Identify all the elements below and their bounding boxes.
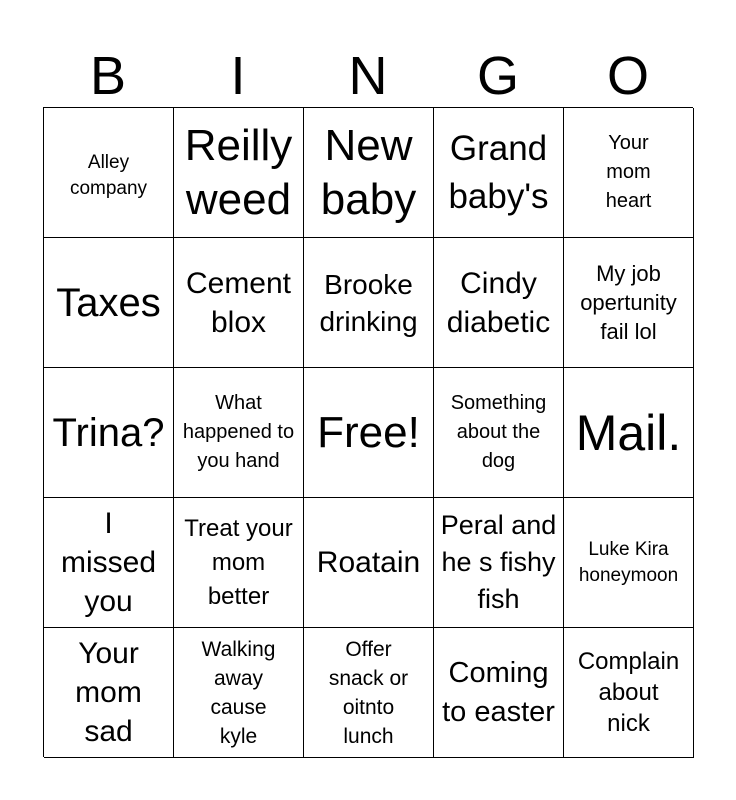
bingo-cell[interactable] xyxy=(44,368,174,498)
bingo-cell[interactable] xyxy=(44,108,174,238)
cell-label: Mail. xyxy=(575,404,682,461)
bingo-cell[interactable] xyxy=(44,628,174,758)
bingo-cell[interactable] xyxy=(434,238,564,368)
header-letter-g: G xyxy=(476,46,519,106)
header-letter-i: I xyxy=(230,46,246,106)
cell-label: Free! xyxy=(317,407,420,457)
bingo-cell[interactable] xyxy=(564,108,694,238)
cell-label: Treat your mom better xyxy=(184,514,293,610)
cell-label: Taxes xyxy=(56,280,161,325)
header-letter-o: O xyxy=(606,46,649,106)
cell-label: Alley company xyxy=(69,151,148,199)
bingo-cell[interactable] xyxy=(304,108,434,238)
bingo-cell[interactable] xyxy=(434,498,564,628)
bingo-cell[interactable] xyxy=(174,238,304,368)
cell-label: Offer snack or oitnto lunch xyxy=(328,637,409,748)
bingo-cell[interactable] xyxy=(174,108,304,238)
cell-label: Cindy diabetic xyxy=(446,266,551,339)
bingo-header xyxy=(43,44,693,108)
cell-label: Walking away cause kyle xyxy=(201,637,276,748)
bingo-cell[interactable] xyxy=(44,498,174,628)
cell-label: New baby xyxy=(320,120,417,224)
cell-label: Cement blox xyxy=(185,266,292,339)
cell-label: Coming to easter xyxy=(442,656,555,728)
bingo-cell[interactable] xyxy=(44,238,174,368)
cell-label: Your mom heart xyxy=(605,132,652,212)
bingo-cell[interactable] xyxy=(174,628,304,758)
cell-label: Complain about nick xyxy=(577,648,680,737)
cell-label: I missed you xyxy=(60,507,157,618)
cell-label: What happened to you hand xyxy=(182,392,295,472)
bingo-cell[interactable] xyxy=(304,368,434,498)
bingo-cell[interactable] xyxy=(434,368,564,498)
cell-label: Trina? xyxy=(52,410,165,455)
cell-label: Grand baby's xyxy=(448,128,549,216)
bingo-cell[interactable] xyxy=(564,238,694,368)
bingo-cell[interactable] xyxy=(434,108,564,238)
header-letter-n: N xyxy=(348,46,388,106)
bingo-cell[interactable] xyxy=(174,368,304,498)
cell-label: Luke Kira honeymoon xyxy=(578,538,679,586)
cell-label: Your mom sad xyxy=(75,637,142,748)
bingo-cell[interactable] xyxy=(564,498,694,628)
header-letter-b: B xyxy=(89,46,127,106)
cell-label: My job opertunity fail lol xyxy=(580,261,677,344)
bingo-cell[interactable] xyxy=(434,628,564,758)
cell-label: Brooke drinking xyxy=(319,268,418,337)
bingo-cell[interactable] xyxy=(304,238,434,368)
bingo-cell[interactable] xyxy=(564,628,694,758)
bingo-cell[interactable] xyxy=(564,368,694,498)
cell-label: Peral and he s fishy fish xyxy=(440,510,557,614)
bingo-board xyxy=(43,107,693,757)
bingo-cell[interactable] xyxy=(174,498,304,628)
bingo-cell[interactable] xyxy=(304,628,434,758)
cell-label: Something about the dog xyxy=(450,392,547,472)
bingo-cell[interactable] xyxy=(304,498,434,628)
cell-label: Reilly weed xyxy=(184,120,293,224)
cell-label: Roatain xyxy=(316,546,421,579)
